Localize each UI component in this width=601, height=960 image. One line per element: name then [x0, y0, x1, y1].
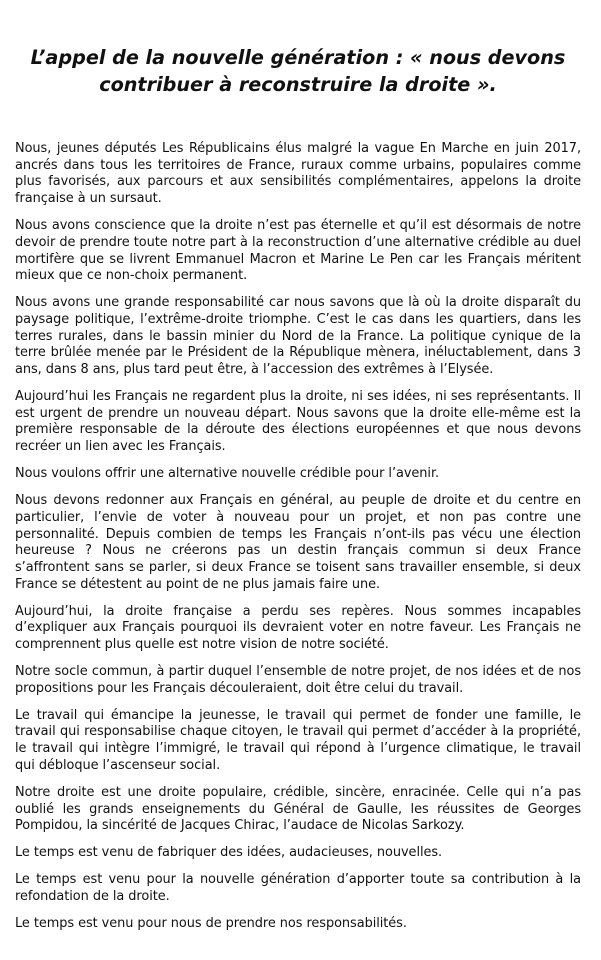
paragraph: Nous voulons offrir une alternative nouvelle crédible pour l’avenir.: [15, 466, 440, 482]
paragraph: Nous devons redonner aux Français en général, au peuple de droite et du centre en particulier, l’envie de voter à nouveau pour un projet, et non pas contre une personnalité. Depuis combien de temps les Français n’ont-ils pas vécu une élection heureuse ? Nous ne créerons pas un destin français commun si deux France s’affrontent sans se parler, si deux France se toisent sans travailler ensemble, si deux France se détestent au point de ne plus jamais faire une.: [15, 493, 581, 592]
document-title-line-1: L’appel de la nouvelle génération : « nous devons: [30, 46, 566, 69]
paragraph: Nous avons conscience que la droite n’est pas éternelle et qu’il est désormais de notre devoir de prendre toute notre part à la reconstruction d’une alternative crédible au duel mortifère que se livrent Emmanuel Macron et Marine Le Pen car les Français méritent mieux que ce non-choix permanent.: [15, 218, 581, 284]
paragraph: Le temps est venu pour la nouvelle génération d’apporter toute sa contribution à la refondation de la droite.: [15, 872, 581, 904]
paragraph: Notre socle commun, à partir duquel l’ensemble de notre projet, de nos idées et de nos propositions pour les Français découleraient, doit être celui du travail.: [15, 664, 581, 696]
document-title: [15, 44, 581, 98]
paragraph: Aujourd’hui les Français ne regardent plus la droite, ni ses idées, ni ses représentants. Il est urgent de prendre un nouveau départ. Nous savons que la droite elle-même est la première responsable de la déroute des élections européennes et que nous devons recréer un lien avec les Français.: [15, 389, 581, 455]
paragraph: Le temps est venu de fabriquer des idées, audacieuses, nouvelles.: [15, 845, 443, 861]
paragraph: Notre droite est une droite populaire, crédible, sincère, enracinée. Celle qui n’a pas oublié les grands enseignements du Général de Gaulle, les réussites de Georges Pompidou, la sincérité de Jacques Chirac, l’audace de Nicolas Sarkozy.: [15, 784, 581, 834]
paragraph: Aujourd’hui, la droite française a perdu ses repères. Nous sommes incapables d’expliquer aux Français pourquoi ils devraient voter en notre faveur. Les Français ne comprennent plus quelle est notre vision de notre société.: [15, 603, 581, 653]
document-title-line-2: contribuer à reconstruire la droite ».: [99, 73, 497, 96]
paragraph: Nous, jeunes députés Les Républicains élus malgré la vague En Marche en juin 2017, ancrés dans tous les territoires de France, ruraux comme urbains, populaires comme plus favorisés, aux parcours et aux sensibilités complémentaires, appelons la droite française à un sursaut.: [15, 141, 581, 207]
paragraph: Nous avons une grande responsabilité car nous savons que là où la droite disparaît du paysage politique, l’extrême-droite triomphe. C’est le cas dans les quartiers, dans les terres rurales, dans le bassin minier du Nord de la France. La politique cynique de la terre brûlée menée par le Président de la République mènera, inéluctablement, dans 3 ans, dans 8 ans, plus tard peut être, à l’accession des extrêmes à l’Elysée.: [15, 295, 581, 378]
paragraph: Le temps est venu pour nous de prendre nos responsabilités.: [15, 915, 407, 931]
paragraph: Le travail qui émancipe la jeunesse, le travail qui permet de fonder une famille, le travail qui responsabilise chaque citoyen, le travail qui permet d’accéder à la propriété, le travail qui intègre l’immigré, le travail qui répond à l’urgence climatique, le travail qui débloque l’ascenseur social.: [15, 707, 581, 773]
document-body: [15, 141, 581, 933]
